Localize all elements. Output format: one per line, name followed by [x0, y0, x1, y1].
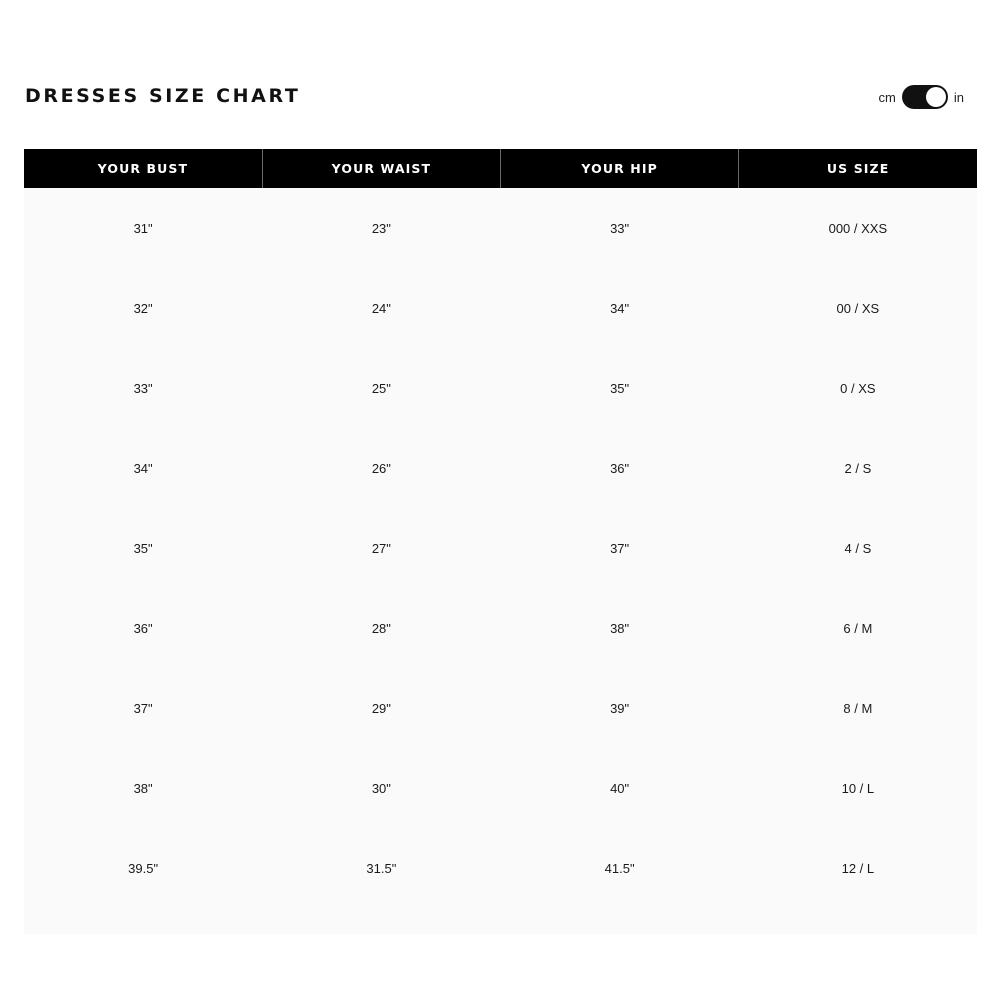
us-size-cell: 0 / XS [840, 380, 876, 396]
us-size-cell: 2 / S [844, 460, 872, 476]
us-size-cell: 000 / XXS [828, 220, 888, 236]
table-row [24, 508, 977, 588]
bust-cell: 34" [133, 460, 153, 476]
toggle-knob [926, 87, 946, 107]
waist-cell: 29" [371, 700, 391, 716]
table-row [24, 268, 977, 348]
us-size-cell: 10 / L [841, 780, 875, 796]
waist-cell: 25" [371, 380, 391, 396]
column-header-bust: YOUR BUST [24, 149, 262, 188]
table-row [24, 588, 977, 668]
header-row [24, 149, 977, 188]
table-row [24, 828, 977, 908]
bust-cell: 36" [133, 620, 153, 636]
hip-cell: 36" [610, 460, 630, 476]
unit-label-cm[interactable]: cm [878, 89, 896, 105]
page-title: DRESSES SIZE CHART [25, 85, 301, 107]
table-bottom-spacer [24, 908, 977, 934]
hip-cell: 41.5" [604, 860, 635, 876]
spacer-cell [501, 908, 739, 934]
us-size-cell: 4 / S [844, 540, 872, 556]
waist-cell: 27" [371, 540, 391, 556]
hip-cell: 38" [610, 620, 630, 636]
unit-toggle-switch[interactable] [902, 85, 948, 109]
hip-cell: 35" [610, 380, 630, 396]
column-header-hip: YOUR HIP [501, 149, 739, 188]
waist-cell: 31.5" [366, 860, 397, 876]
unit-label-in[interactable]: in [953, 89, 964, 105]
waist-cell: 26" [371, 460, 391, 476]
unit-toggle [879, 85, 964, 109]
us-size-cell: 12 / L [841, 860, 875, 876]
hip-cell: 39" [610, 700, 630, 716]
bust-cell: 31" [133, 220, 153, 236]
table-body [24, 188, 977, 934]
hip-cell: 33" [610, 220, 630, 236]
waist-cell: 28" [371, 620, 391, 636]
bust-cell: 35" [133, 540, 153, 556]
waist-cell: 23" [371, 220, 391, 236]
table-row [24, 748, 977, 828]
waist-cell: 30" [371, 780, 391, 796]
bust-cell: 39.5" [128, 860, 159, 876]
hip-cell: 37" [610, 540, 630, 556]
table-row [24, 348, 977, 428]
us-size-cell: 8 / M [843, 700, 873, 716]
bust-cell: 38" [133, 780, 153, 796]
bust-cell: 33" [133, 380, 153, 396]
table-row [24, 428, 977, 508]
spacer-cell [24, 908, 262, 934]
table-row [24, 188, 977, 268]
spacer-cell [262, 908, 500, 934]
hip-cell: 34" [610, 300, 630, 316]
hip-cell: 40" [610, 780, 630, 796]
bust-cell: 37" [133, 700, 153, 716]
spacer-cell [739, 908, 977, 934]
size-chart-table [24, 149, 977, 934]
bust-cell: 32" [133, 300, 153, 316]
waist-cell: 24" [371, 300, 391, 316]
table-row [24, 668, 977, 748]
column-header-us-size: US SIZE [739, 149, 977, 188]
us-size-cell: 00 / XS [836, 300, 880, 316]
column-header-waist: YOUR WAIST [262, 149, 500, 188]
table-header [24, 149, 977, 188]
us-size-cell: 6 / M [843, 620, 873, 636]
